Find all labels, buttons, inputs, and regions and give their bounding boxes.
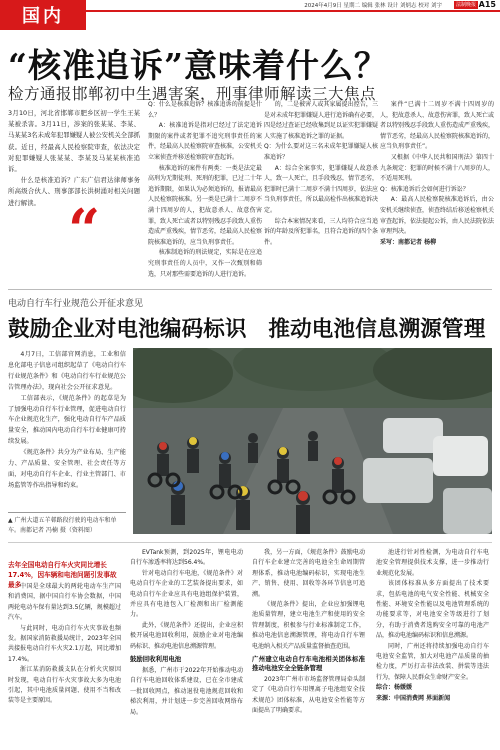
top-story-column-1 <box>148 100 262 280</box>
body-paragraph: 核准制追诉的刑法规定，实际是在应追究刑事责任的人员中，又作一次甄别和筛选，只对那些需要追诉的人进行追诉。 <box>148 249 262 278</box>
body-paragraph: A：综合全案事实，犯罪嫌疑人故意杀人，致一人死亡，且手段残忍，情节恶劣，犯罪时已满十二周岁不满十四周岁，依法应当负刑事责任，所以最高检作出核准追诉决定。 <box>264 164 379 214</box>
qa-question: Q：核准追诉后会如何进行诉讼？ <box>380 185 469 193</box>
bottom-column-3 <box>252 548 365 717</box>
body-paragraph: 案件“已满十二周岁不满十四周岁的人，犯故意杀人、故意伤害罪，致人死亡或者以特别残忍手段致人重伤造成严重残疾，情节恶劣，经最高人民检察院核准追诉的，应当负刑事责任”。 <box>380 101 495 151</box>
bottom-column-2 <box>130 548 243 718</box>
byline: 综合：杨媛媛 <box>376 684 413 692</box>
header-badge: 法制晚报 <box>455 2 476 8</box>
header-rule <box>86 10 500 12</box>
body-paragraph: 核准追诉的案件有两类：一类是法定最高刑为无期徒刑、死刑的犯罪，已过二十年追诉期限，如果认为必须追诉的，报请最高人民检察院核准。另一类是已满十二周岁不满十四周岁的人，犯故意杀人、故意伤害罪，致人死亡或者以特别残忍手段致人重伤造成严重残疾，情节恶劣，经最高人民检察院核准追诉的，应当负刑事责任。 <box>148 164 263 246</box>
body-paragraph: 针对电动自行车电池，《规范条件》对电动自行车企业的工艺装备提出要求，如电动自行车企业应具有电池组保护装置，并应具有电池包入厂检测和出厂检测能力。 <box>130 569 243 619</box>
lead-paragraph: 3月10日，河北省邯郸市肥乡区初一学生王某某被杀害。3月11日，涉案的张某某、李某、马某某3名未成年犯罪嫌疑人被公安机关全部抓获。近日，经最高人民检察院审查，依法决定对犯罪嫌疑人张某某、李某及马某某核准追诉。 <box>8 109 140 174</box>
subheading: 鼓励回收利用电池 <box>130 655 182 664</box>
body-paragraph: 《规范条件》提出，企业应加强锂电池质量管理，建立电池生产和使用的安全管理制度，积极参与行业标准制定工作，推动电池信息溯源管理，将电动自行车锂电池纳入相关产品质量监督抽查范围。 <box>252 601 365 650</box>
body-paragraph: 中国是全球最大的两轮电动车生产国和消费国，据中国自行车协会数据，中国两轮电动车保有量达到3.5亿辆，规模超过汽车。 <box>8 583 121 622</box>
body-paragraph: 此外，《规范条件》还提出，企业应积极开展电池回收利用，鼓励企业对电池编码标识、推动电池信息溯源管理。 <box>130 621 243 650</box>
photo-caption <box>8 516 126 535</box>
lead-paragraph: 4月7日，工信部官网消息，工业和信息化部电子信息司组织起草了《电动自行车行业规范条件》和《电动自行车行业规范公告管理办法》，现向社会公开征求意见。 <box>8 351 126 391</box>
top-story-column-3 <box>380 100 494 248</box>
bottom-divider <box>8 542 492 543</box>
body-paragraph: 该团体标准从多方面提出了技术要求，包括电池的电气安全性能、机械安全性能、环境安全性能以及电池管理系统的功能要求等，对电池安全等级进行了划分，有助于消费者选购安全可靠的电池产品，推动电池编码标识和信息溯源。 <box>376 580 489 640</box>
lead-paragraph: 《规范条件》共分为产业布局、生产能力、产品质量、安全管理、社会责任等方面，对电动自行车企业、行业主管部门、市场监管等作出指导和约束。 <box>8 449 126 489</box>
body-paragraph: 又根据《中华人民共和国刑法》第四十九条规定：犯罪的时候不满十八周岁的人，不适用死刑。 <box>380 153 495 183</box>
body-paragraph: 池进行针对性检测，为电动自行车电池安全管理提供技术支撑，进一步推动行业规范化发展。 <box>376 549 489 577</box>
lead-paragraph: 工信部表示，《规范条件》的起草是为了加强电动自行车行业管理，促进电动自行车企业规范化生产，强化电动自行车产品质量安全，推动国内电动自行车行业健康可持续发展。 <box>8 394 126 446</box>
body-paragraph: A：最高人民检察院核准追诉后，由公安机关继续侦查，侦查终结后移送检察机关审查起诉，依法提起公诉，由人民法院依法审理判决。 <box>380 196 495 236</box>
quote-mark-icon: “ <box>68 197 101 263</box>
byline: 来源：中国消费网 界面新闻 <box>376 694 451 702</box>
body-paragraph: 综合本案情况来看，三人均符合应当追诉的年龄及所犯罪名，且符合追诉的四个条件。 <box>264 217 379 246</box>
top-story-lead <box>8 108 140 209</box>
body-paragraph: A：核准追诉是指对已经过了法定追诉期限的案件或者犯罪不追究刑事责任的案件，经最高人民检察院审查核准，公安机关立案侦查并移送检察院审查起诉。 <box>148 122 263 161</box>
top-story-column-2 <box>264 100 378 248</box>
qa-question: Q：什么是核准追诉？核准追诉的前提是什么？ <box>148 101 262 119</box>
body-paragraph: 我，另一方面，《规范条件》鼓励电动自行车企业建立完善的电池全生命周期管理体系，推动电池编码标识，实现电池生产、销售、使用、回收等各环节信息可追溯。 <box>252 549 365 598</box>
body-paragraph: 的，二是被害人或其家属提出控告，三是对未成年犯罪嫌疑人进行追诉确有必要，四是经过查证已经收集到足以证实犯罪嫌疑人实施了核准追诉之罪的证据。 <box>264 101 379 140</box>
subheading: 广州建立电动自行车电池相关团体标准 推动电池安全全链条管理 <box>252 655 365 673</box>
bottom-column-4 <box>376 548 489 704</box>
caption-arrow-icon: ▲ <box>8 517 15 524</box>
page-number: A15 <box>478 0 496 9</box>
byline: 采写：南都记者 杨柳 <box>380 238 437 246</box>
body-paragraph: 2023年广州市市场监督管理局牵头制定了《电动自行车用锂离子电池组安全技术规范》团体标准，从电池安全性能等方面提出了明确要求。 <box>252 676 365 715</box>
top-story-title: “核准追诉”意味着什么？ <box>8 46 388 85</box>
second-story-lead <box>8 350 126 492</box>
caption-text: 广州大道五羊邨路段行驶的电动车和单车。南都记者 冯楠 摄（资料图） <box>8 517 117 534</box>
body-paragraph: EVTank预测，到2025年，锂电电动自行车渗透率将达到56.4%。 <box>130 549 243 567</box>
caption-rule <box>8 512 126 513</box>
body-paragraph: 据悉，广州市于2022年开始推动电动自行车电池回收体系建设，已在全市建成一批回收网点，推动退役电池规范回收和梯次利用，并计划进一步完善回收网络布局。 <box>130 667 243 716</box>
body-paragraph: 同时，广州还将持续加强电动自行车电池安全监管，加大对电池产品质量的抽检力度，严厉打击非法改装、拼装等违法行为，保障人民群众生命财产安全。 <box>376 642 489 681</box>
street-photo <box>133 348 492 534</box>
street-photo-image <box>133 348 492 534</box>
second-story-kicker: 电动自行车行业规范公开征求意见 <box>8 299 144 309</box>
top-story-subtitle: 检方通报邯郸初中生遇害案，刑事律师解读三大焦点 <box>8 85 377 103</box>
section-tab: 国内 <box>0 0 86 30</box>
body-paragraph: 浙江某消防救援支队在分析火灾原因时发现，电动自行车火灾事故大多为电池引起，其中电池质量问题、使用不当和改装等是主要原因。 <box>8 666 121 705</box>
qa-question: Q：为什么要对这三名未成年犯罪嫌疑人核准追诉？ <box>264 143 378 161</box>
lead-paragraph: 什么是核准追诉？广东广信君达律师事务所高级合伙人、刑事部部长洪树涌对相关问题进行解读。 <box>8 176 140 207</box>
second-story-title: 鼓励企业对电池编码标识 推动电池信息溯源管理 <box>8 317 486 342</box>
page-header <box>0 0 500 30</box>
bottom-sub-lead: 去年全国电动自行车火灾同比增长17.4%，因车辆和电池问题引发事故最多 <box>8 561 117 589</box>
bottom-column-1 <box>8 582 121 707</box>
body-paragraph: 与此同时，电动自行车火灾事故也频发。据国家消防救援局统计，2023年全国共接报电动自行车火灾2.1万起，同比增加17.4%。 <box>8 624 121 663</box>
section-divider <box>8 289 492 290</box>
header-meta: 2024年4月9日 星期二 编辑 张林 设计 刘炳志 校对 刘宇 <box>304 3 442 9</box>
